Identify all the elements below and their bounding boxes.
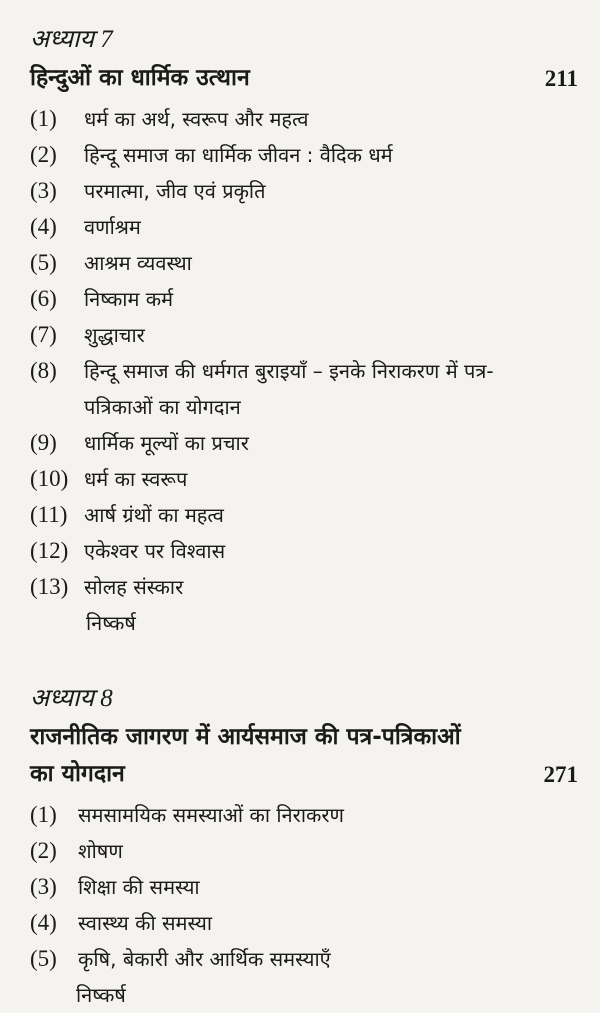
list-item [30, 797, 578, 833]
item-text: सोलह संस्कार [84, 575, 184, 599]
item-text: धार्मिक मूल्यों का प्रचार [84, 431, 249, 455]
item-number: (7) [30, 322, 57, 347]
item-text: शुद्धाचार [84, 323, 145, 347]
list-item [30, 353, 578, 425]
chapter-title [30, 60, 578, 97]
item-number: (12) [30, 538, 69, 563]
chapter-title-line: राजनीतिक जागरण में आर्यसमाज की पत्र-पत्रिकाओं [30, 724, 461, 750]
list-item [30, 281, 578, 317]
item-number: (10) [30, 466, 69, 491]
list-item [30, 245, 578, 281]
item-text: आश्रम व्यवस्था [84, 251, 192, 275]
item-number: (1) [30, 802, 57, 827]
item-text: शिक्षा की समस्या [78, 875, 200, 899]
list-item [30, 209, 578, 245]
list-item [30, 869, 578, 905]
chapter-label: अध्याय 7 [30, 26, 113, 53]
conclusion-entry: निष्कर्ष [86, 611, 136, 635]
item-number: (3) [30, 874, 57, 899]
chapter-7 [30, 24, 578, 641]
item-number: (5) [30, 946, 57, 971]
item-number: (13) [30, 574, 69, 599]
chapter-page-number: 211 [544, 66, 578, 91]
item-text: निष्काम कर्म [84, 287, 174, 311]
item-number: (4) [30, 910, 57, 935]
topic-list [30, 797, 578, 977]
chapter-title-line: हिन्दुओं का धार्मिक उत्थान [30, 65, 250, 91]
item-text: परमात्मा, जीव एवं प्रकृति [84, 179, 266, 203]
list-item [30, 317, 578, 353]
item-number: (5) [30, 250, 57, 275]
list-item [30, 173, 578, 209]
item-text: आर्ष ग्रंथों का महत्व [84, 503, 224, 527]
chapter-label: अध्याय 8 [30, 685, 113, 712]
list-item [30, 101, 578, 137]
item-number: (9) [30, 430, 57, 455]
list-item [30, 425, 578, 461]
list-item [30, 833, 578, 869]
item-text: स्वास्थ्य की समस्या [78, 911, 213, 935]
list-item [30, 533, 578, 569]
list-item [30, 905, 578, 941]
item-text: धर्म का स्वरूप [84, 467, 188, 491]
chapter-title-text: का योगदान [30, 761, 125, 787]
item-text: शोषण [78, 839, 123, 863]
list-item [30, 461, 578, 497]
chapter-page-number: 271 [543, 762, 578, 787]
item-text: धर्म का अर्थ, स्वरूप और महत्व [84, 107, 309, 131]
list-item [30, 941, 578, 977]
item-text: कृषि, बेकारी और आर्थिक समस्याएँ [78, 947, 331, 971]
topic-list [30, 101, 578, 605]
item-number: (6) [30, 286, 57, 311]
item-text: हिन्दू समाज की धर्मगत बुराइयाँ – इनके निराकरण में पत्र- पत्रिकाओं का योगदान [84, 359, 494, 419]
item-number: (4) [30, 214, 57, 239]
item-text: एकेश्वर पर विश्वास [84, 539, 226, 563]
list-item [30, 497, 578, 533]
chapter-8 [30, 683, 578, 1013]
list-item [30, 569, 578, 605]
chapter-title-line [30, 756, 578, 793]
item-number: (11) [30, 502, 68, 527]
item-number: (2) [30, 838, 57, 863]
item-text: हिन्दू समाज का धार्मिक जीवन : वैदिक धर्म [84, 143, 393, 167]
item-text: समसामयिक समस्याओं का निराकरण [78, 803, 345, 827]
chapter-title [30, 719, 578, 793]
item-number: (8) [30, 358, 57, 383]
item-text: वर्णाश्रम [84, 215, 141, 239]
item-number: (3) [30, 178, 57, 203]
item-number: (2) [30, 142, 57, 167]
item-number: (1) [30, 106, 57, 131]
list-item [30, 137, 578, 173]
conclusion-entry: निष्कर्ष [76, 983, 126, 1007]
